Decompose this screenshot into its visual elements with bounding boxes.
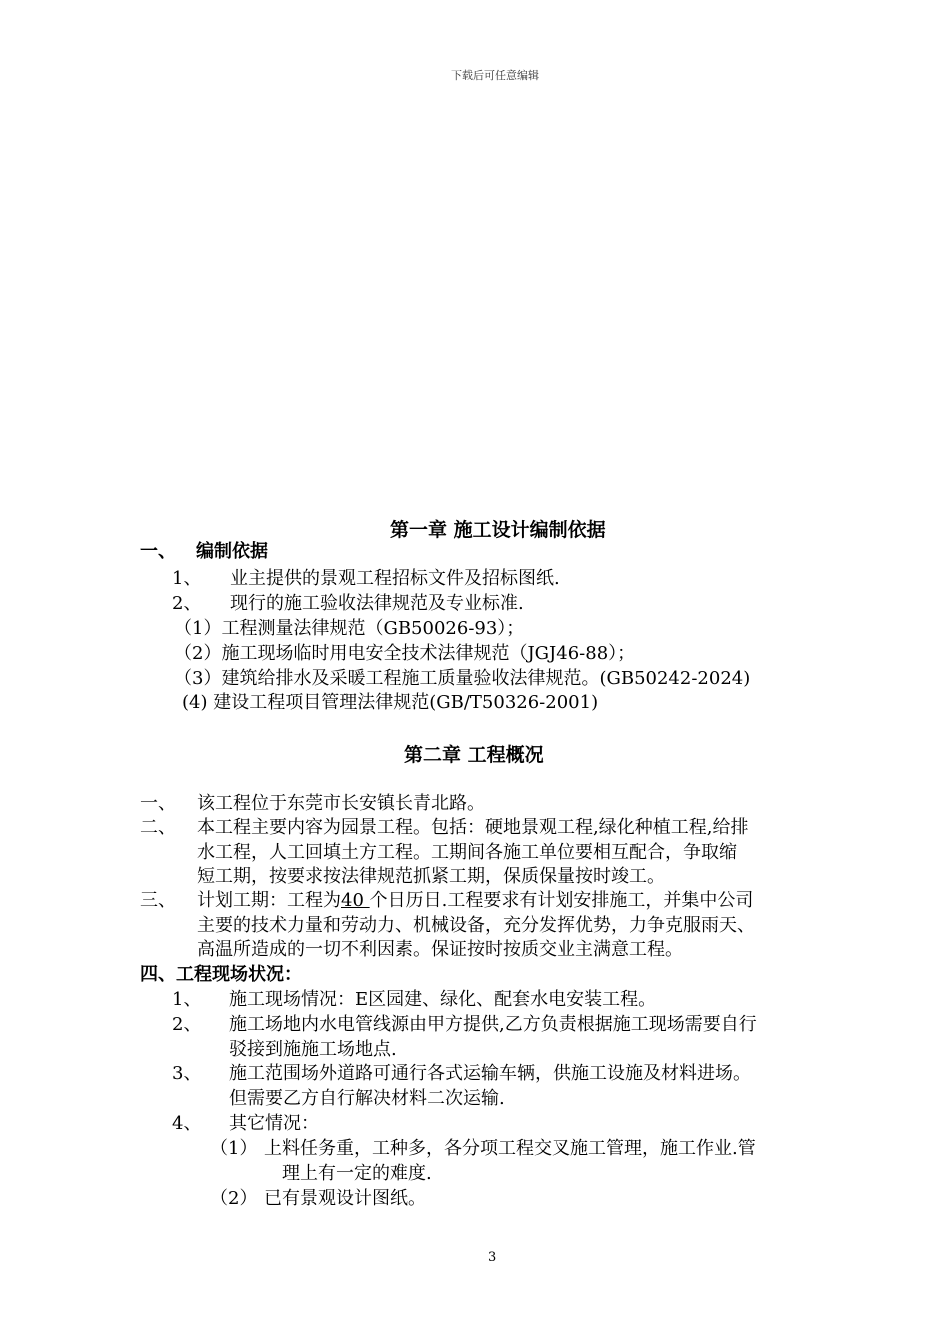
site-item-4-number: 4、 <box>172 1113 202 1134</box>
other-item-1-line-1: 上料任务重，工种多，各分项工程交叉施工管理，施工作业.管 <box>264 1138 756 1159</box>
overview-item-2-number: 二、 <box>140 817 176 838</box>
overview-item-1 <box>140 792 485 816</box>
standard-item-1-number: （1） <box>174 618 222 639</box>
standard-item-1-text: 工程测量法律规范（GB50026-93）； <box>221 618 525 639</box>
chapter-2-title: 第二章 工程概况 <box>404 744 544 766</box>
standard-item-3-number: （3） <box>174 668 222 689</box>
site-item-3-number: 3、 <box>172 1063 202 1084</box>
other-item-1-line-2: 理上有一定的难度. <box>282 1163 432 1184</box>
standard-item-3 <box>174 667 750 691</box>
standard-item-3-text: 建筑给排水及采暖工程施工质量验收法律规范。(GB50242-2024) <box>221 668 751 689</box>
page-header: 下载后可任意编辑 <box>451 69 539 82</box>
basis-item-2-number: 2、 <box>172 593 202 614</box>
overview-item-3-line-1 <box>197 889 753 913</box>
standard-item-2-number: （2） <box>174 643 222 664</box>
page-number: 3 <box>488 1250 497 1265</box>
basis-item-1-number: 1、 <box>172 568 202 589</box>
other-item-2-number: （2） <box>210 1188 258 1209</box>
schedule-days-value: 40 <box>341 890 370 911</box>
overview-item-2-line-2: 水工程，人工回填土方工程。工期间各施工单位要相互配合，争取缩 <box>197 842 737 863</box>
other-item-1-number: （1） <box>210 1138 258 1159</box>
site-item-3-line-1: 施工范围场外道路可通行各式运输车辆，供施工设施及材料进场。 <box>229 1063 751 1084</box>
basis-item-1-text: 业主提供的景观工程招标文件及招标图纸. <box>230 568 560 589</box>
overview-item-2-line-1: 本工程主要内容为园景工程。包括：硬地景观工程,绿化种植工程,给排 <box>197 817 749 838</box>
section-1-number: 一、 <box>140 541 176 562</box>
standard-item-4-number: (4) <box>182 692 214 713</box>
other-item-2-line-1: 已有景观设计图纸。 <box>264 1188 426 1209</box>
site-item-2-number: 2、 <box>172 1014 202 1035</box>
basis-item-1 <box>172 567 560 591</box>
schedule-tail-text: 个日历日.工程要求有计划安排施工，并集中公司 <box>369 890 754 911</box>
site-item-2-line-2: 驳接到施施工场地点. <box>229 1039 397 1060</box>
overview-item-2-line-3: 短工期，按要求按法律规范抓紧工期，保质保量按时竣工。 <box>197 866 665 887</box>
site-item-3-line-2: 但需要乙方自行解决材料二次运输. <box>229 1088 505 1109</box>
overview-item-3-line-3: 高温所造成的一切不利因素。保证按时按质交业主满意工程。 <box>197 939 683 960</box>
standard-item-2-text: 施工现场临时用电安全技术法律规范（JGJ46-88）； <box>221 643 636 664</box>
schedule-lead-text: 计划工期：工程为 <box>197 890 341 911</box>
standard-item-4-text: 建设工程项目管理法律规范(GB/T50326-2001) <box>213 692 599 713</box>
overview-item-3-number: 三、 <box>140 890 176 911</box>
overview-item-1-number: 一、 <box>140 793 176 814</box>
site-item-4-line-1: 其它情况： <box>229 1113 319 1134</box>
basis-item-2-text: 现行的施工验收法律规范及专业标准. <box>230 593 524 614</box>
section-1-heading <box>140 540 268 564</box>
site-item-1-number: 1、 <box>172 989 202 1010</box>
section-1-title: 编制依据 <box>196 541 268 562</box>
overview-item-3-line-2: 主要的技术力量和劳动力、机械设备，充分发挥优势，力争克服雨天、 <box>197 915 755 936</box>
site-item-2-line-1: 施工场地内水电管线源由甲方提供,乙方负责根据施工现场需要自行 <box>229 1014 757 1035</box>
chapter-1-title: 第一章 施工设计编制依据 <box>390 519 606 541</box>
basis-item-2 <box>172 592 524 616</box>
standard-item-2 <box>174 642 635 666</box>
site-item-1-line-1: 施工现场情况：E区园建、绿化、配套水电安装工程。 <box>229 989 657 1010</box>
site-status-heading: 四、工程现场状况： <box>140 964 302 985</box>
overview-item-1-text: 该工程位于东莞市长安镇长青北路。 <box>197 793 485 814</box>
standard-item-1 <box>174 617 524 641</box>
standard-item-4 <box>182 691 598 715</box>
